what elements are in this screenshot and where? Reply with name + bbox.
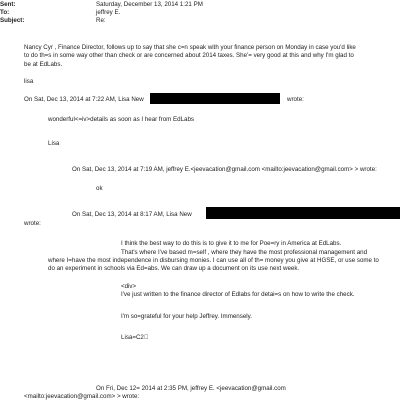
signature-lisa: Lisa bbox=[48, 140, 60, 147]
signature-lisa: lisa bbox=[24, 78, 34, 85]
body-line: be at EdLabs. bbox=[24, 61, 63, 68]
body-line: Nancy Cyr , Finance Director, follows up to say that she c=n speak with your finance person on Monday in case you'd like bbox=[24, 44, 356, 51]
quote-header: On Sat, Dec 13, 2014 at 7:19 AM, jeffrey E.<jeevacation@gmail.com <mailto:jeevacation@gmail.com> > wrote: bbox=[72, 166, 377, 173]
body-line: to do th=s in some way other than check or are concerned about 2014 taxes. She'= very good at this and why I'm glad to bbox=[24, 52, 354, 59]
to-label: To: bbox=[0, 9, 10, 16]
quote-text: wonderful<=iv>details as soon as I hear from EdLabs bbox=[48, 116, 195, 123]
quote-text: I think the best way to do this is to give it to me for Poe=ry in America at EdLabs. bbox=[121, 240, 342, 247]
quote-text: That's where I've based m=self , where they have the most professional management and bbox=[121, 249, 368, 256]
quote-text: I've just written to the finance director of Edlabs for detai=s on how to write the check. bbox=[121, 291, 355, 298]
quote-wrote: wrote: bbox=[24, 220, 41, 227]
redaction-bar bbox=[206, 207, 400, 219]
sent-value: Saturday, December 13, 2014 1:21 PM bbox=[96, 1, 203, 8]
sent-label: Sent: bbox=[0, 1, 16, 8]
to-value: jeffrey E. bbox=[96, 9, 121, 16]
quote-text: I'm so=grateful for your help Jeffrey. Immensely. bbox=[121, 313, 252, 320]
quote-header: On Sat, Dec 13, 2014 at 8:17 AM, Lisa New bbox=[72, 211, 192, 218]
subject-label: Subject: bbox=[0, 17, 25, 24]
quote-text: <div> bbox=[121, 283, 137, 290]
quote-header: On Fri, Dec 12= 2014 at 2:35 PM, jeffrey E. <jeevacation@gmail.com bbox=[96, 385, 286, 392]
quote-text: where I=have the most independence in disbursing monies. I can use all of th= money you give at HGSE, or use some to bbox=[48, 257, 379, 264]
quote-text: do an experiment in schools via Ed=abs. We can draw up a document on its use next week. bbox=[48, 265, 300, 272]
redaction-bar bbox=[150, 93, 280, 104]
signature-lisa: Lisa=C2  bbox=[121, 334, 149, 341]
quote-text: ok bbox=[96, 185, 103, 192]
quote-wrote: wrote: bbox=[287, 96, 304, 103]
quote-mailto: <mailto:jeevacation@gmail.com> > wrote: bbox=[24, 393, 140, 400]
quote-header: On Sat, Dec 13, 2014 at 7:22 AM, Lisa New bbox=[24, 96, 144, 103]
subject-value: Re: bbox=[96, 17, 106, 24]
